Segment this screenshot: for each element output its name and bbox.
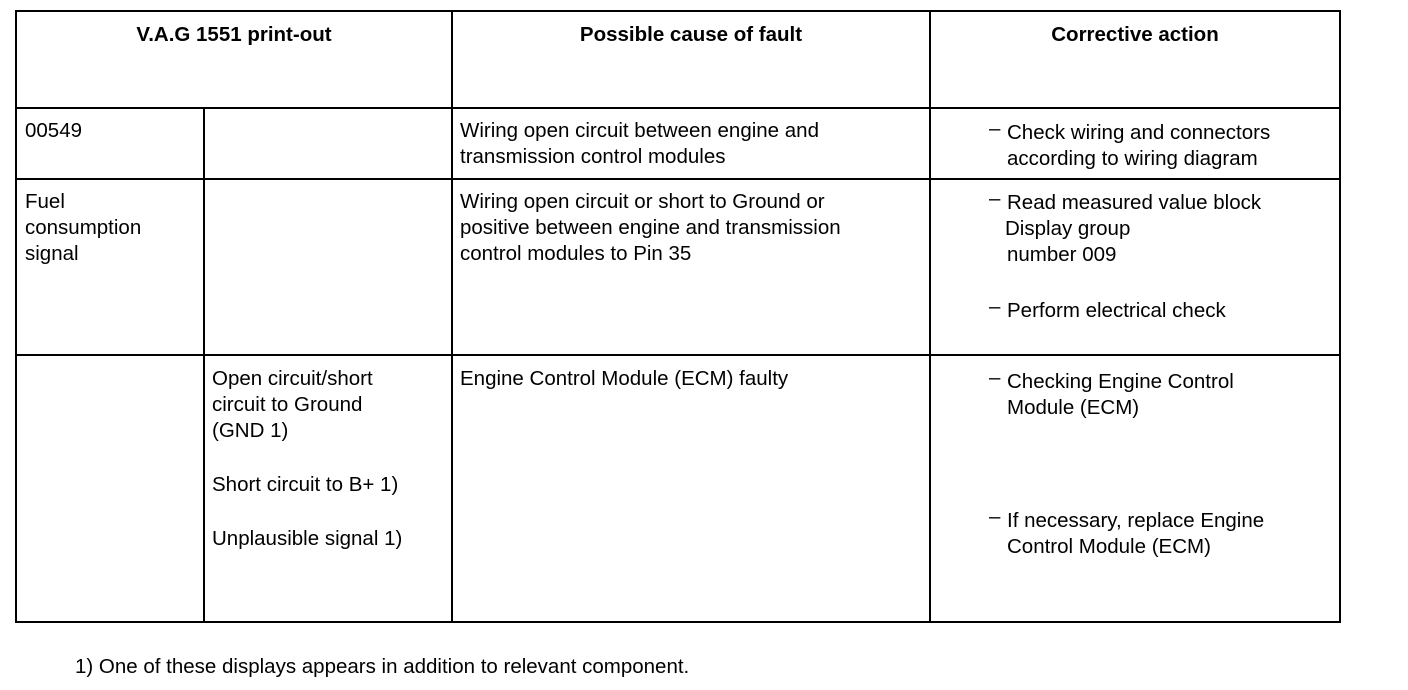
dash-bullet: – <box>989 187 1001 210</box>
dash-bullet: – <box>989 505 1001 528</box>
footnote: 1) One of these displays appears in addition to relevant component. <box>75 655 690 678</box>
row-divider-1 <box>17 178 1339 180</box>
fault-cause: Wiring open circuit between engine and transmission control modules <box>460 119 819 168</box>
dash-bullet: – <box>989 117 1001 140</box>
fault-cause: Wiring open circuit or short to Ground or positive between engine and transmission control modules to Pin 35 <box>460 190 841 265</box>
dash-bullet: – <box>989 366 1001 389</box>
fault-code: 00549 <box>25 119 83 142</box>
fault-table <box>15 10 1341 623</box>
corrective-action: – If necessary, replace Engine Control Module (ECM) <box>989 505 1265 558</box>
header-action: Corrective action <box>1051 23 1219 46</box>
col-divider-sub <box>203 107 205 621</box>
col-divider-cause <box>929 12 931 621</box>
fault-type-list: Open circuit/short circuit to Ground (GND 1) Short circuit to B+ 1) Unplausible signal 1) <box>212 367 403 550</box>
col-divider-printout <box>451 12 453 621</box>
corrective-action: – Perform electrical check <box>989 295 1226 322</box>
corrective-action: – Read measured value block Display group number 009 <box>989 187 1262 266</box>
header-printout: V.A.G 1551 print-out <box>136 23 332 46</box>
row-divider-header <box>17 107 1339 109</box>
dash-bullet: – <box>989 295 1001 318</box>
header-cause: Possible cause of fault <box>579 23 803 46</box>
corrective-action: – Check wiring and connectors according to wiring diagram <box>989 117 1271 170</box>
fault-code: Fuel consumption signal <box>25 190 142 265</box>
fault-cause: Engine Control Module (ECM) faulty <box>460 367 789 390</box>
corrective-action: – Checking Engine Control Module (ECM) <box>989 366 1234 419</box>
row-divider-2 <box>17 354 1339 356</box>
